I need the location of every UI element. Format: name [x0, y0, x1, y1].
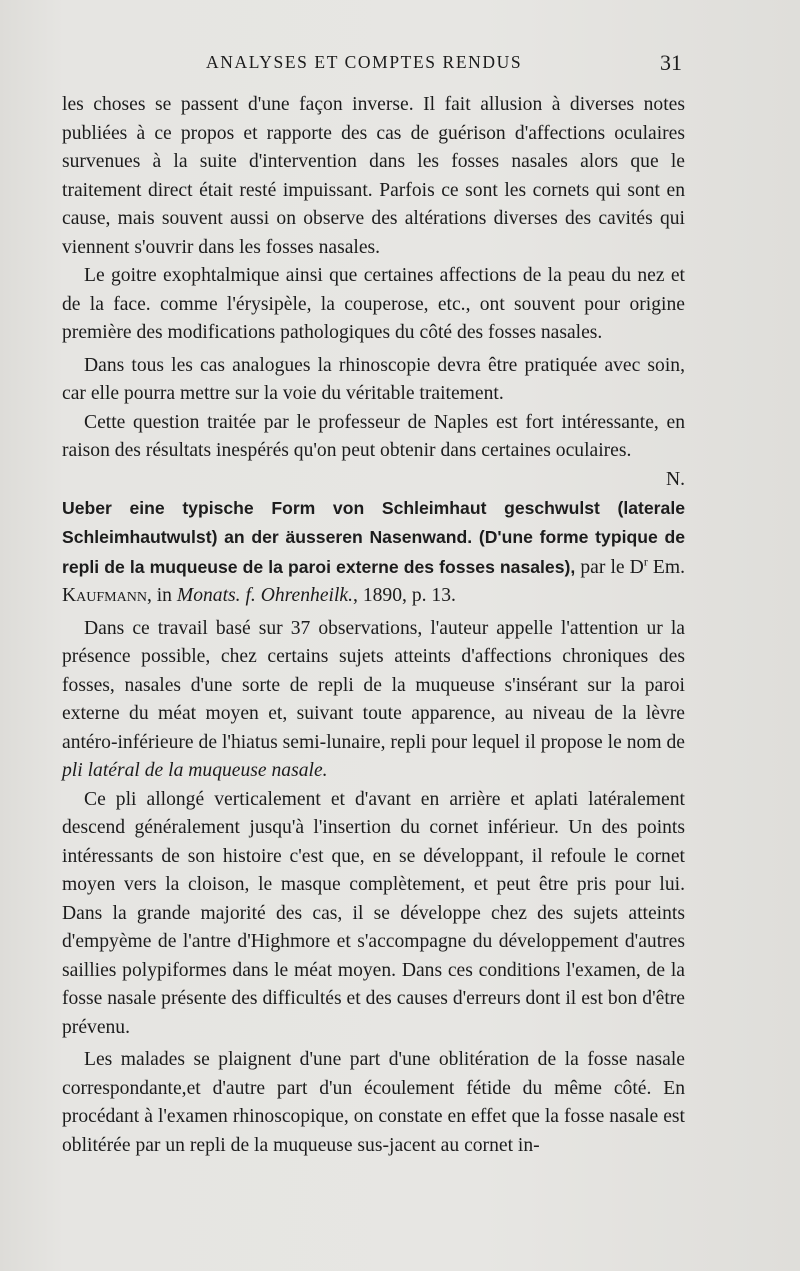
body-text	[62, 91, 685, 1160]
citation-tail: , 1890, p. 13.	[353, 585, 456, 606]
paragraph: les choses se passent d'une façon inverse. Il fait allusion à diverses notes publiées à ce propos et rapporte des cas de guérison d'affections oculaires survenues à la suite d'intervention dans les fosses nasales alors que le traitement direct était resté impuissant. Parfois ce sont les cornets qui sont en cause, mais souvent aussi on observe des altérations diverses des cavités qui viennent s'ouvrir dans les fosses nasales.	[62, 94, 685, 258]
author-title-sup: r	[643, 553, 648, 568]
paragraph: Les malades se plaignent d'une part d'une oblitération de la fosse nasale correspondante,et d'autre part d'un écoulement fétide du même côté. En procédant à l'examen rhinoscopique, on constate en effet que la fosse nasale est oblitérée par un repli de la muqueuse sus-jacent au cornet in-	[62, 1049, 685, 1156]
review-title: Ueber eine typische Form von Schleimhaut geschwulst (laterale Schleimhautwulst) an der äusseren Nasenwand. (D'une forme typique de repli de la muqueuse de la paroi externe des fosses nasales),	[62, 497, 685, 577]
paragraph: Ce pli allongé verticalement et d'avant en arrière et aplati latéralement descend généralement jusqu'à l'insertion du cornet inférieur. Un des points intéressants de son histoire c'est que, en se développant, il refoule le cornet moyen vers la cloison, le masque complètement, et peut être pris pour lui. Dans la grande majorité des cas, il se développe chez des sujets atteints d'empyème de l'antre d'Highmore et s'accompagne du développement d'autres saillies polypiformes dans le méat moyen. Dans ces conditions l'examen, de la fosse nasale présente des difficultés et des causes d'erreurs dont il est bon d'être prévenu.	[62, 788, 685, 1038]
author-prefix: par le D	[580, 556, 644, 578]
review-heading	[62, 494, 685, 611]
paragraph-text: Dans ce travail basé sur 37 observations, l'auteur appelle l'attention ur la présence possible, chez certains sujets atteints d'affections chroniques des fosses, nasales d'une sorte de repli de la muqueuse s'insérant sur la paroi externe du méat moyen et, suivant toute apparence, au niveau de la lèvre antéro-inférieure de l'hiatus semi-lunaire, repli pour lequel il propose le nom de	[62, 617, 685, 753]
running-title: ANALYSES ET COMPTES RENDUS	[206, 52, 523, 72]
paragraph: Dans tous les cas analogues la rhinoscopie devra être pratiquée avec soin, car elle pourra mettre sur la voie du véritable traitement.	[62, 354, 685, 404]
author-firstname: Em.	[652, 556, 686, 578]
paragraph: Le goitre exophtalmique ainsi que certaines affections de la peau du nez et de la face. comme l'érysipèle, la couperose, etc., ont souvent pour origine première des modifications pathologiques du côté des fosses nasales.	[62, 265, 685, 343]
paragraph	[62, 615, 685, 786]
in-word: , in	[146, 585, 172, 606]
author-surname: Kaufmann	[62, 585, 147, 606]
journal-name: Monats. f. Ohrenheilk.	[176, 585, 354, 606]
page-header	[62, 50, 682, 80]
paragraph: Cette question traitée par le professeur de Naples est fort intéressante, en raison des résultats inespérés qu'on peut obtenir dans certaines oculaires.	[62, 411, 685, 461]
reviewer-signature: N.	[665, 468, 685, 490]
page-number: 31	[660, 50, 682, 75]
proposed-term: pli latéral de la muqueuse nasale.	[62, 760, 328, 781]
